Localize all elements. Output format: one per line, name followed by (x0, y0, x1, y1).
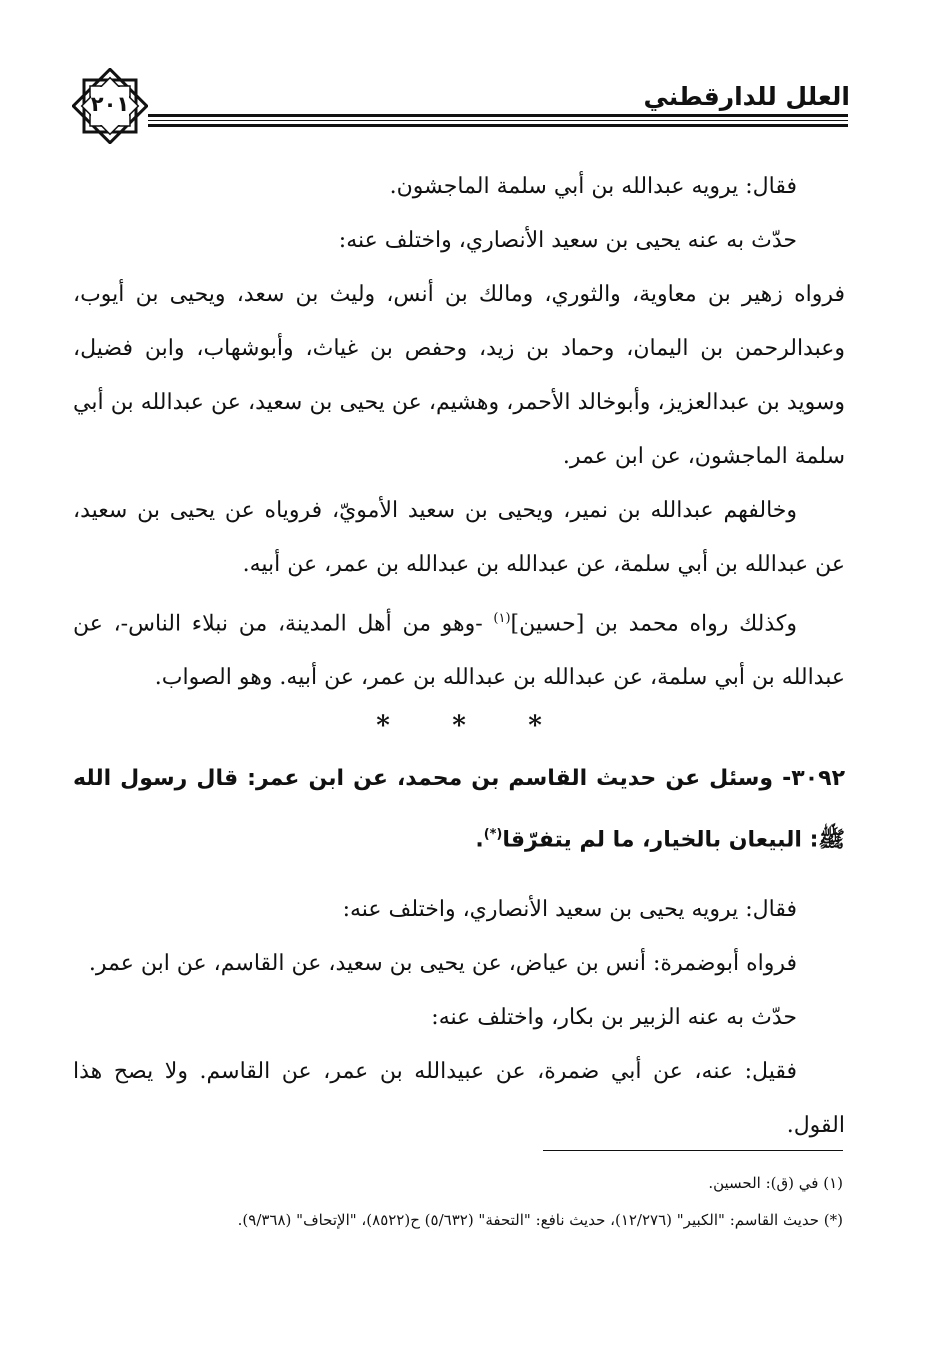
paragraph-text: -وهو من أهل المدينة، من نبلاء الناس-، عن عبدالله بن أبي سلمة، عن عبدالله بن عبدالله بن عمر، عن أبيه. وهو الصواب. (73, 611, 845, 691)
paragraph: وخالفهم عبدالله بن نمير، ويحيى بن سعيد الأمويّ، فروياه عن يحيى بن سعيد، عن عبدالله بن أبي سلمة، عن عبدالله بن عبدالله بن عمر، عن أبيه. (73, 498, 845, 577)
footnote-reference: (*) (483, 827, 503, 843)
page-number: ٢٠١ (90, 92, 130, 116)
page-body (73, 160, 845, 1153)
entry-heading-text: ٣٠٩٢- وسئل عن حديث القاسم بن محمد، عن ابن عمر: قال رسول الله ﷺ: البيعان بالخيار، ما لم يتفرّقا (73, 766, 845, 853)
footnotes (73, 1165, 843, 1239)
section-separator (73, 705, 845, 751)
entry-heading (73, 751, 845, 868)
spacer (73, 869, 845, 883)
footnote: (١) في (ق): الحسين. (708, 1174, 843, 1192)
running-title: العلل للدارقطني (643, 82, 850, 111)
separator-star: * (452, 711, 466, 742)
footnote-separator (543, 1150, 843, 1151)
paragraph: فقيل: عنه، عن أبي ضمرة، عن عبيدالله بن عمر، عن القاسم. ولا يصح هذا القول. (73, 1058, 845, 1138)
header-rule-top (148, 114, 848, 117)
paragraph-text: وكذلك رواه محمد بن [حسين] (510, 611, 797, 637)
paragraph: فرواه زهير بن معاوية، والثوري، ومالك بن أنس، وليث بن سعد، ويحيى بن أيوب، وعبدالرحمن بن اليمان، وحماد بن زيد، وحفص بن غياث، وأبوشهاب، وابن فضيل، وسويد بن عبدالعزيز، وأبوخالد الأحمر، وهشيم، عن يحيى بن سعيد، عن عبدالله بن أبي سلمة الماجشون، عن ابن عمر. (73, 282, 845, 469)
paragraph: حدّث به عنه الزبير بن بكار، واختلف عنه: (431, 1004, 797, 1030)
page-number-badge (72, 68, 148, 144)
entry-heading-end: . (475, 827, 484, 853)
footnote-reference: (١) (493, 611, 511, 626)
paragraph: حدّث به عنه يحيى بن سعيد الأنصاري، واختلف عنه: (338, 228, 797, 253)
separator-star: * (376, 711, 390, 742)
page-header (0, 0, 938, 140)
paragraph: فرواه أبوضمرة: أنس بن عياض، عن يحيى بن سعيد، عن القاسم، عن ابن عمر. (88, 950, 797, 976)
header-rule-bottom (148, 124, 848, 127)
paragraph: فقال: يرويه عبدالله بن أبي سلمة الماجشون. (389, 174, 797, 199)
paragraph: فقال: يرويه يحيى بن سعيد الأنصاري، واختلف عنه: (342, 896, 797, 922)
header-rule-middle (148, 120, 848, 121)
footnote: (*) حديث القاسم: "الكبير" (١٢/٢٧٦)، حديث نافع: "التحفة" (٥/٦٣٢) ح(٨٥٢٢)، "الإتحاف" (٩/٣٦٨). (237, 1211, 843, 1229)
separator-star: * (528, 711, 542, 742)
paragraph (73, 592, 845, 705)
